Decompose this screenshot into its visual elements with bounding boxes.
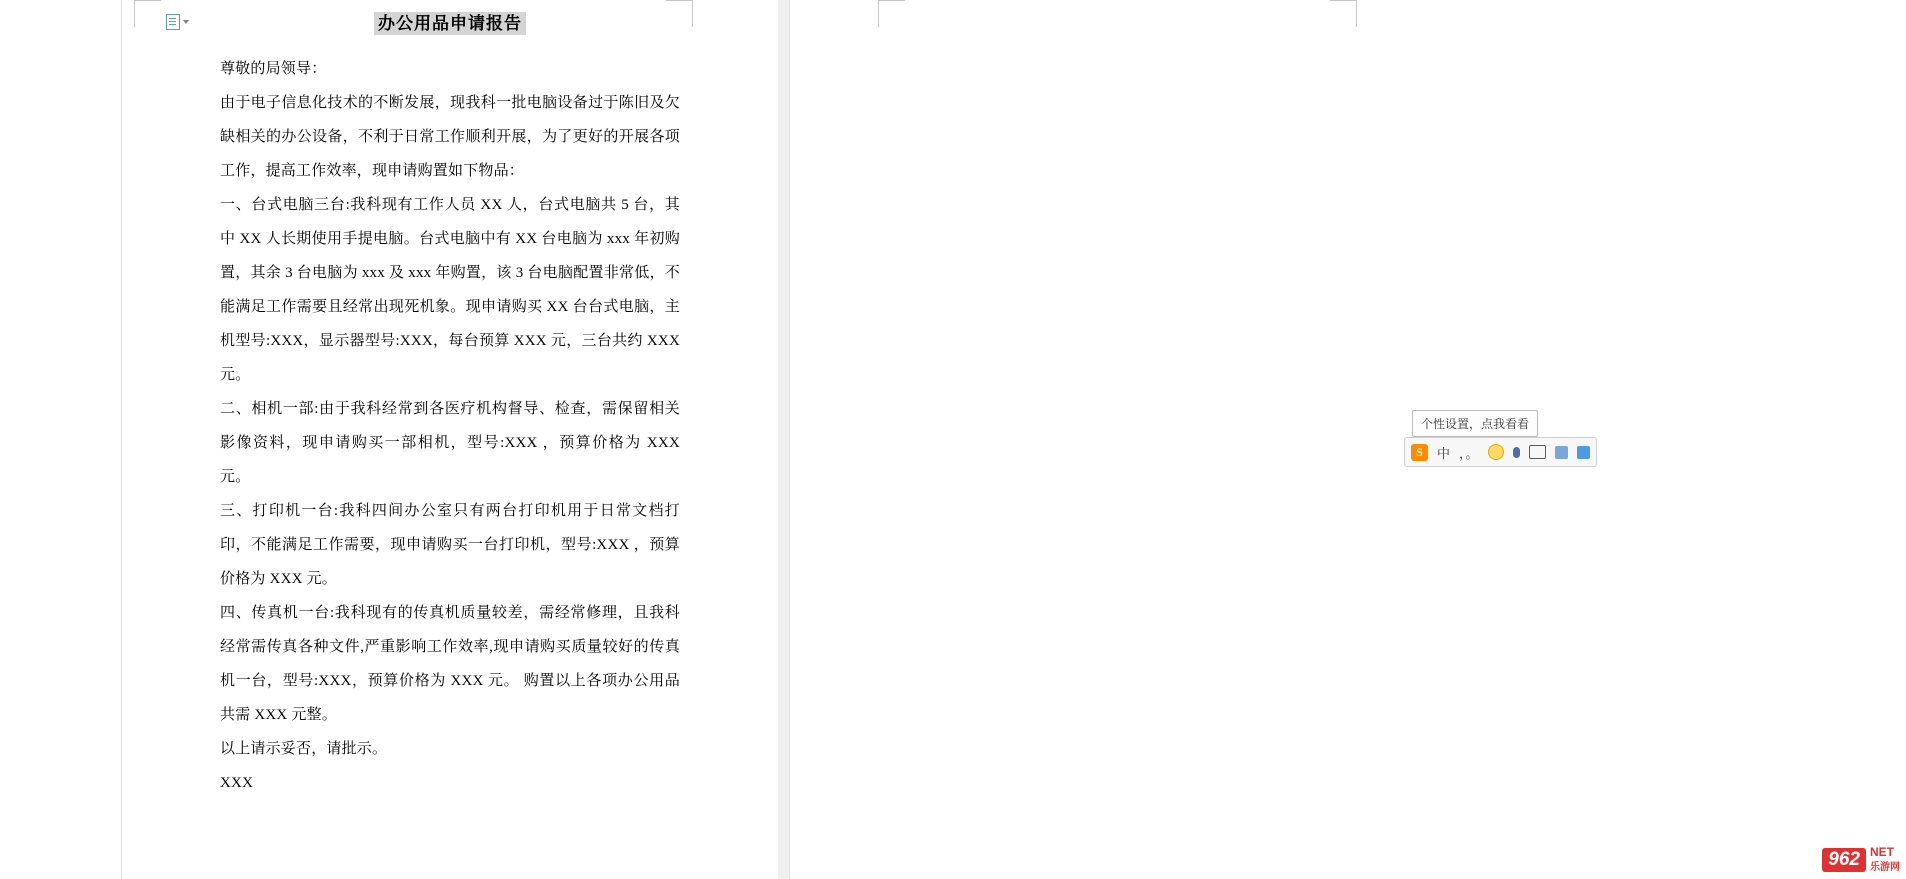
crop-mark-top-left-2: [878, 0, 905, 27]
document-title: [220, 10, 680, 38]
skin-icon[interactable]: [1577, 446, 1590, 459]
watermark: [1822, 846, 1900, 873]
watermark-badge: 962: [1822, 848, 1866, 872]
paragraph: 三、打印机一台:我科四间办公室只有两台打印机用于日常文档打印，不能满足工作需要，现申请购买一台打印机，型号:XXX ，预算价格为 XXX 元。: [220, 503, 680, 587]
watermark-text-group: [1870, 846, 1900, 873]
paragraph: 四、传真机一台:我科现有的传真机质量较差，需经常修理，且我科经常需传真各种文件,严重影响工作效率,现申请购买质量较好的传真机一台，型号:XXX，预算价格为 XXX 元。 购置以上各项办公用品共需 XXX 元整。: [220, 605, 680, 723]
watermark-subtitle: 乐游网: [1870, 862, 1900, 873]
chevron-down-icon[interactable]: [183, 20, 189, 24]
paragraph: 尊敬的局领导：: [220, 61, 327, 77]
paragraph: 一、台式电脑三台:我科现有工作人员 XX 人，台式电脑共 5 台，其中 XX 人长期使用手提电脑。台式电脑中有 XX 台电脑为 xxx 年初购置，其余 3 台电脑为 xxx 及 xxx 年购置，该 3 台电脑配置非常低，不能满足工作需要且经常出现死机象。现申请购买 XX 台台式电脑，主机型号:XXX，显示器型号:XXX，每台预算 XXX 元，三台共约 XXX 元。: [220, 197, 680, 383]
crop-mark-top-left: [134, 0, 161, 27]
page-divider-shade: [778, 0, 790, 879]
document-content[interactable]: [220, 10, 680, 800]
document-icon: [166, 14, 180, 30]
ime-logo-icon[interactable]: S: [1411, 444, 1428, 461]
paragraph: 由于电子信息化技术的不断发展，现我科一批电脑设备过于陈旧及欠缺相关的办公设备，不利于日常工作顺利开展，为了更好的开展各项工作，提高工作效率，现申请购置如下物品：: [220, 95, 680, 179]
watermark-brand: NET: [1870, 845, 1894, 859]
right-margin-area: [1568, 0, 1906, 879]
crop-mark-top-right-2: [1330, 0, 1357, 27]
document-title-text: 办公用品申请报告: [374, 12, 526, 35]
soft-keyboard-icon[interactable]: [1529, 445, 1546, 459]
emoji-icon[interactable]: [1488, 444, 1504, 460]
left-gutter: [0, 0, 122, 879]
paragraph: 二、相机一部:由于我科经常到各医疗机构督导、检查，需保留相关影像资料，现申请购买一部相机，型号:XXX ，预算价格为 XXX 元。: [220, 401, 680, 485]
voice-input-icon[interactable]: [1513, 447, 1520, 458]
ime-tooltip[interactable]: 个性设置，点我看看: [1412, 410, 1538, 437]
ime-toolbar[interactable]: [1404, 437, 1597, 467]
ime-language-mode[interactable]: 中: [1437, 445, 1451, 461]
ime-punctuation-mode[interactable]: ，。: [1459, 445, 1479, 461]
paragraph: XXX: [220, 775, 254, 791]
document-icon-chip[interactable]: [166, 14, 192, 30]
toolbox-icon[interactable]: [1555, 446, 1568, 459]
paragraph: 以上请示妥否，请批示。: [220, 741, 388, 757]
